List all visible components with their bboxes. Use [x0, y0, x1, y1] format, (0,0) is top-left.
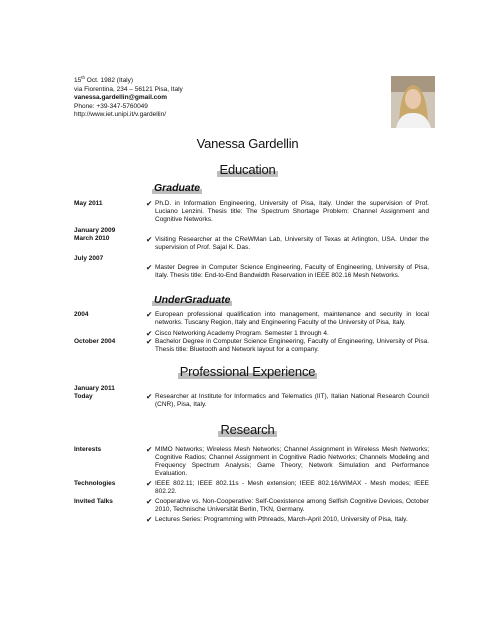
section-experience: Professional Experience	[179, 364, 316, 379]
list-item: ✔ Ph.D. in Information Engineering, University of Pisa, Italy. Under the supervision of Prof. Luciano Lenzini. Thesis title: The Spectrum Shortage Problem: Channel Assignment and Cognitive Networks.	[146, 199, 429, 223]
list-item: ✔ Lectures Series: Programming with Pthreads, March-April 2010, University of Pisa, Italy.	[146, 515, 408, 524]
section-research: Research	[220, 422, 275, 437]
date-jan-2009: January 2009	[74, 227, 116, 234]
subsection-graduate: Graduate	[154, 182, 201, 194]
section-education: Education	[219, 162, 276, 177]
list-item: ✔ Cooperative vs. Non-Cooperative: Self-Coexistence among Selfish Cognitive Devices, October 2010, Technische Universität Berlin, TKN, Germany.	[146, 497, 429, 513]
list-item: ✔ Cisco Networking Academy Program. Semester 1 through 4.	[146, 329, 329, 338]
birth-date: 15th Oct. 1982 (Italy)	[74, 74, 134, 84]
email-link[interactable]: vanessa.gardellin@gmail.com	[74, 94, 168, 101]
date-2004: 2004	[74, 311, 89, 318]
date-jul-2007: July 2007	[74, 255, 104, 262]
label-interests: Interests	[74, 446, 102, 453]
profile-photo	[391, 76, 435, 128]
date-jan-2011: January 2011	[74, 385, 115, 392]
list-item: ✔ MIMO Networks; Wireless Mesh Networks; Channel Assignment in Wireless Mesh Networks; Cognitive Radios; Channel Assignment in Cognitive Radio Networks; Channels Modeling and Frequency Spectrum Analysis; Game Theory; Network Simulation and Performance Evaluation.	[146, 445, 429, 477]
list-item: ✔ Master Degree in Computer Science Engineering, Faculty of Engineering, University of Pisa, Italy. Thesis title: End-to-End Bandwidth Reservation in IEEE 802.16 Mesh Networks.	[146, 263, 429, 279]
website-link[interactable]: http://www.iet.unipi.it/v.gardellin/	[74, 111, 167, 118]
check-icon: ✔	[146, 497, 153, 506]
person-name: Vanessa Gardellin	[196, 136, 299, 151]
check-icon: ✔	[146, 263, 153, 272]
check-icon: ✔	[146, 479, 153, 488]
contact-block	[74, 74, 183, 120]
check-icon: ✔	[146, 235, 153, 244]
check-icon: ✔	[146, 337, 153, 346]
date-today: Today	[74, 393, 93, 400]
list-item: ✔ European professional qualification into management, maintenance and security in local networks. Tuscany Region, Italy and Engineering Faculty of the University of Pisa, Italy.	[146, 310, 429, 326]
list-item: ✔ Researcher at Institute for Informatics and Telematics (IIT), Italian National Research Council (CNR), Pisa, Italy.	[146, 392, 429, 408]
label-invited-talks: Invited Talks	[74, 498, 113, 505]
label-technologies: Technologies	[74, 480, 116, 487]
phone: Phone: +39-347-5760049	[74, 102, 148, 110]
date-mar-2010: March 2010	[74, 235, 110, 242]
list-item: ✔ IEEE 802.11; IEEE 802.11s - Mesh extension; IEEE 802.16/WiMAX - Mesh modes; IEEE 802.22.	[146, 479, 429, 495]
address: via Fiorentina, 234 – 56121 Pisa, Italy	[74, 85, 183, 93]
list-item: ✔ Visiting Researcher at the CReWMan Lab, University of Texas at Arlington, USA. Under the supervision of Prof. Sajal K. Das.	[146, 235, 429, 251]
date-may-2011: May 2011	[74, 200, 103, 207]
date-oct-2004: October 2004	[74, 338, 116, 345]
check-icon: ✔	[146, 329, 153, 338]
check-icon: ✔	[146, 445, 153, 454]
subsection-undergraduate: UnderGraduate	[154, 294, 231, 306]
list-item: ✔ Bachelor Degree in Computer Science Engineering, Faculty of Engineering, University of Pisa. Thesis title: Bluetooth and Network layout for a company.	[146, 337, 429, 353]
check-icon: ✔	[146, 515, 153, 524]
check-icon: ✔	[146, 310, 153, 319]
check-icon: ✔	[146, 392, 153, 401]
check-icon: ✔	[146, 199, 153, 208]
